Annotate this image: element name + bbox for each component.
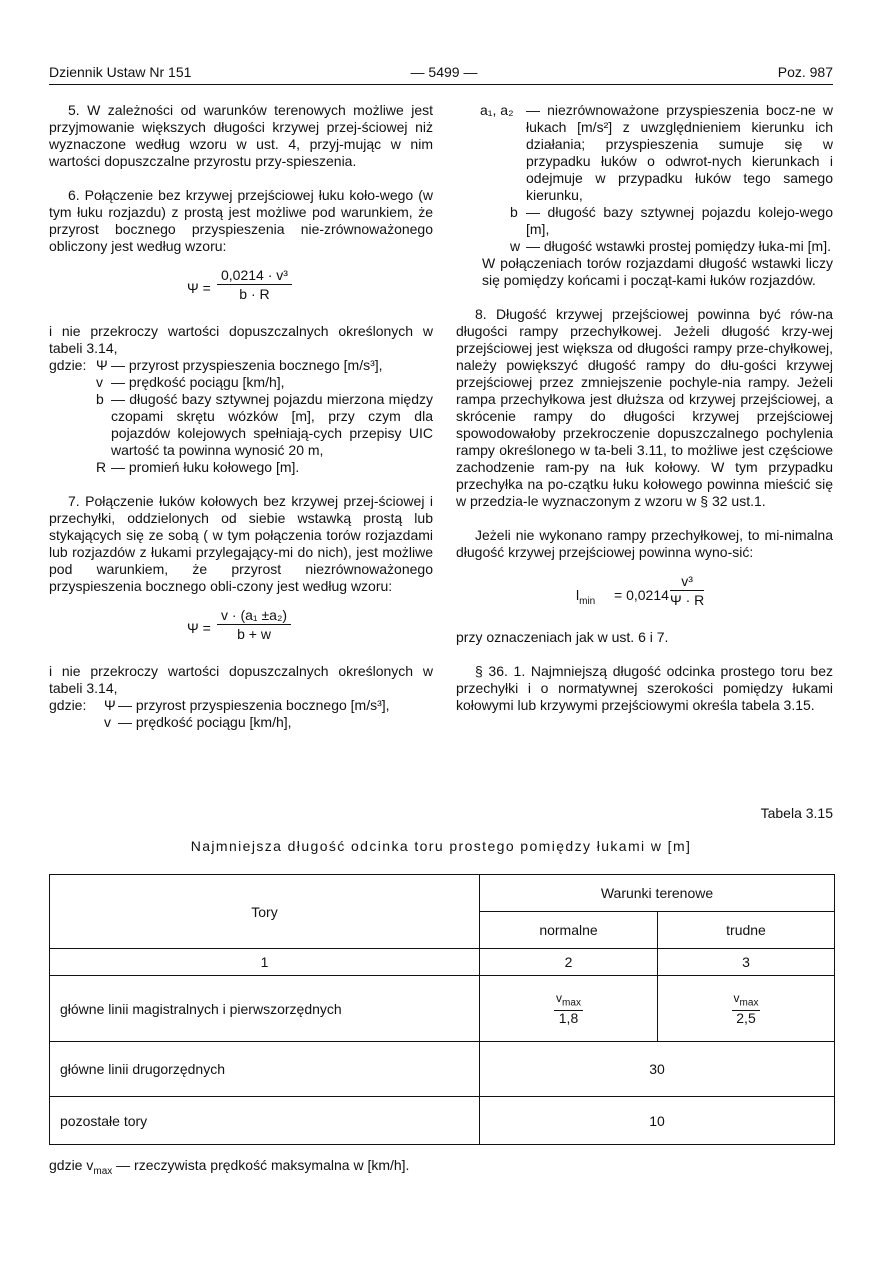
- header-warunki: Warunki terenowe: [480, 875, 835, 912]
- not-exceed-1: i nie przekroczy wartości dopuszczalnych określonych w tabeli 3.14,: [49, 323, 433, 356]
- row-1-hard-denominator: 2,5: [736, 1010, 756, 1027]
- column-number-1: 1: [50, 949, 480, 976]
- paragraph-5: 5. W zależności od warunków terenowych możliwe jest przyjmowanie większych długości krzywej przej-ściowej niż wyznaczone według wzoru w ust. 4, przyj-mując w nim wartości dopuszczalne przyrostu przy-spieszenia.: [49, 102, 433, 169]
- paragraph-9: Jeżeli nie wykonano rampy przechyłkowej, to mi-nimalna długość krzywej przejściowej powinna wyno-sić:: [456, 527, 833, 560]
- table-row: [50, 1097, 835, 1145]
- formula-lmin: [456, 573, 833, 617]
- formula-1-lhs: Ψ =: [187, 280, 211, 296]
- row-1-hard-sub: max: [739, 997, 759, 1009]
- def2-sym-v: v: [104, 714, 111, 730]
- formula-psi-1: [49, 267, 433, 311]
- formula-2-lhs: Ψ =: [187, 620, 211, 636]
- row-2-label: główne linii drugorzędnych: [50, 1042, 480, 1097]
- formula-3-denominator: Ψ · R: [670, 592, 705, 608]
- footnote-pre: gdzie v: [49, 1157, 94, 1173]
- row-2-value: 30: [480, 1042, 835, 1097]
- paragraph-10: przy oznaczeniach jak w ust. 6 i 7.: [456, 629, 669, 645]
- row-1-normal-fraction: [554, 991, 583, 1026]
- row-1-normal-denominator: 1,8: [558, 1010, 579, 1027]
- row-1-label: główne linii magistralnych i pierwszorzędnych: [50, 976, 480, 1042]
- def1-sym-r: R: [96, 459, 107, 475]
- def3-text-a: — niezrównoważone przyspieszenia bocz-ne w łukach [m/s²] z uwzględnieniem kierunku ich działania; przyspieszenia sumuje się w przypadku łuków o odwrot-nych kierunkach i odejmuje w przypadku łuków tego samego kierunku,: [526, 102, 833, 203]
- formula-3-lhs: [576, 587, 595, 610]
- def1-text-psi: — przyrost przyspieszenia bocznego [m/s³],: [111, 357, 383, 373]
- definitions-3: [456, 102, 833, 255]
- row-3-value: 10: [480, 1097, 835, 1145]
- row-1-normal-v: v: [556, 990, 563, 1005]
- formula-3-fraction: [670, 573, 704, 609]
- paragraph-7: 7. Połączenie łuków kołowych bez krzywej przej-ściowej i przechyłki, oddzielonych od siebie wstawką prostą lub stykających się ze sobą ( w tym połączenia torów rozjazdami lub rozjazdów z łukami przylegający-mi do nich), jest możliwe pod warunkiem, że przyrost niezrównoważonego przyspieszenia bocznego obli-czony jest według wzoru:: [49, 493, 433, 594]
- header-normalne: normalne: [480, 912, 658, 949]
- def2-sym-psi: Ψ: [104, 697, 116, 713]
- where-label-2: gdzie:: [49, 697, 87, 713]
- def1-text-b: — długość bazy sztywnej pojazdu mierzona między czopami skrętu wózków [m], przy czym dla pojazdów kolejowych spełniają-cych przepisy UIC wartość ta powinna wynosić 20 m,: [111, 391, 433, 458]
- w-note: W połączeniach torów rozjazdami długość wstawki liczy się pomiędzy końcami i począt-kami łuków rozjazdów.: [482, 255, 833, 288]
- def1-sym-b: b: [96, 391, 104, 407]
- formula-3-sub: min: [579, 595, 596, 607]
- not-exceed-2: i nie przekroczy wartości dopuszczalnych określonych w tabeli 3.14,: [49, 663, 433, 696]
- def2-text-psi: — przyrost przyspieszenia bocznego [m/s³],: [118, 697, 390, 713]
- left-column: [49, 102, 433, 731]
- footnote-sub: max: [93, 1165, 113, 1177]
- paragraph-11: § 36. 1. Najmniejszą długość odcinka prostego toru bez przechyłki i o normatywnej szerokości pomiędzy łukami kołowymi lub krzywymi przejściowymi określa tabela 3.15.: [456, 663, 833, 713]
- def3-sym-a: a₁, a₂: [480, 102, 514, 118]
- where-label-1: gdzie:: [49, 357, 87, 373]
- formula-3-numerator: v³: [670, 573, 704, 591]
- page-number: — 5499 —: [410, 64, 478, 80]
- header-tory: Tory: [50, 875, 480, 949]
- formula-1-numerator: 0,0214 · v³: [217, 267, 292, 285]
- formula-3-l: l: [576, 587, 580, 603]
- formula-2-denominator: b + w: [237, 626, 271, 642]
- row-3-label: pozostałe tory: [50, 1097, 480, 1145]
- header-rule: [49, 84, 833, 85]
- formula-psi-2: [49, 607, 433, 651]
- row-1-normal-sub: max: [562, 997, 581, 1009]
- def1-sym-psi: Ψ: [96, 357, 108, 373]
- paragraph-6: 6. Połączenie bez krzywej przejściowej łuku koło-wego (w tym łuku rozjazdu) z prostą jest możliwe pod warunkiem, że przyrost bocznego przyspieszenia nie-zrównoważonego obliczony jest według wzoru:: [49, 187, 433, 254]
- table-caption: Najmniejsza długość odcinka toru prostego pomiędzy łukami w [m]: [190, 838, 692, 854]
- formula-1-fraction: [217, 267, 292, 303]
- page-header: [49, 64, 833, 84]
- row-1-normal: [480, 976, 658, 1042]
- position-number: Poz. 987: [777, 64, 833, 80]
- def3-sym-b: b: [510, 204, 518, 220]
- def3-text-w: — długość wstawki prostej pomiędzy łuka-mi [m].: [526, 238, 831, 254]
- formula-2-fraction: [217, 607, 291, 643]
- header-trudne: trudne: [658, 912, 835, 949]
- table-label: Tabela 3.15: [760, 805, 833, 821]
- row-1-hard-v: v: [733, 990, 740, 1005]
- definitions-1: [49, 357, 433, 476]
- def1-text-r: — promień łuku kołowego [m].: [111, 459, 300, 475]
- formula-1-denominator: b · R: [239, 286, 270, 302]
- def3-sym-w: w: [510, 238, 521, 254]
- row-1-normal-numerator: [554, 991, 583, 1011]
- row-1-hard: [658, 976, 835, 1042]
- journal-title: Dziennik Ustaw Nr 151: [49, 64, 192, 80]
- formula-3-mid: = 0,0214: [614, 587, 669, 603]
- right-column: [456, 102, 833, 714]
- table-row: [50, 1042, 835, 1097]
- column-number-3: 3: [658, 949, 835, 976]
- table-3-15: [49, 874, 835, 1145]
- column-number-2: 2: [480, 949, 658, 976]
- formula-2-numerator: v · (a₁ ±a₂): [217, 607, 291, 625]
- def1-sym-v: v: [96, 374, 103, 390]
- row-1-hard-numerator: [732, 991, 761, 1011]
- def2-text-v: — prędkość pociągu [km/h],: [118, 714, 292, 730]
- def3-text-b: — długość bazy sztywnej pojazdu kolejo-wego [m],: [526, 204, 833, 237]
- table-footnote: [49, 1157, 409, 1177]
- definitions-2: [49, 697, 433, 731]
- paragraph-8: 8. Długość krzywej przejściowej powinna być rów-na długości rampy przechyłkowej. Jeżeli długość krzy-wej przejściowej jest większa od długości rampy prze-chyłkowej, należy powiększyć długość rampy do dłu-gości krzywej przejściowej przez zmniejszenie pochyle-nia rampy. Jeżeli rampa przechyłkowa jest dłuższa od krzywej przejściowej, a skrócenie rampy do długości krzywej przejściowej spowodowałoby przekroczenie dopuszczalnego pochylenia rampy określonego w ta-beli 3.11, to możliwe jest częściowe zachodzenie ram-py na łuk kołowy. W tym przypadku przechyłka na po-czątku łuku kołowego powinna mieścić się w przedzia-le wyznaczonym z wzoru w § 32 ust.1.: [456, 306, 833, 509]
- row-1-hard-fraction: [732, 991, 761, 1026]
- table-row: [50, 976, 835, 1042]
- def1-text-v: — prędkość pociągu [km/h],: [111, 374, 285, 390]
- footnote-post: — rzeczywista prędkość maksymalna w [km/h].: [112, 1157, 410, 1173]
